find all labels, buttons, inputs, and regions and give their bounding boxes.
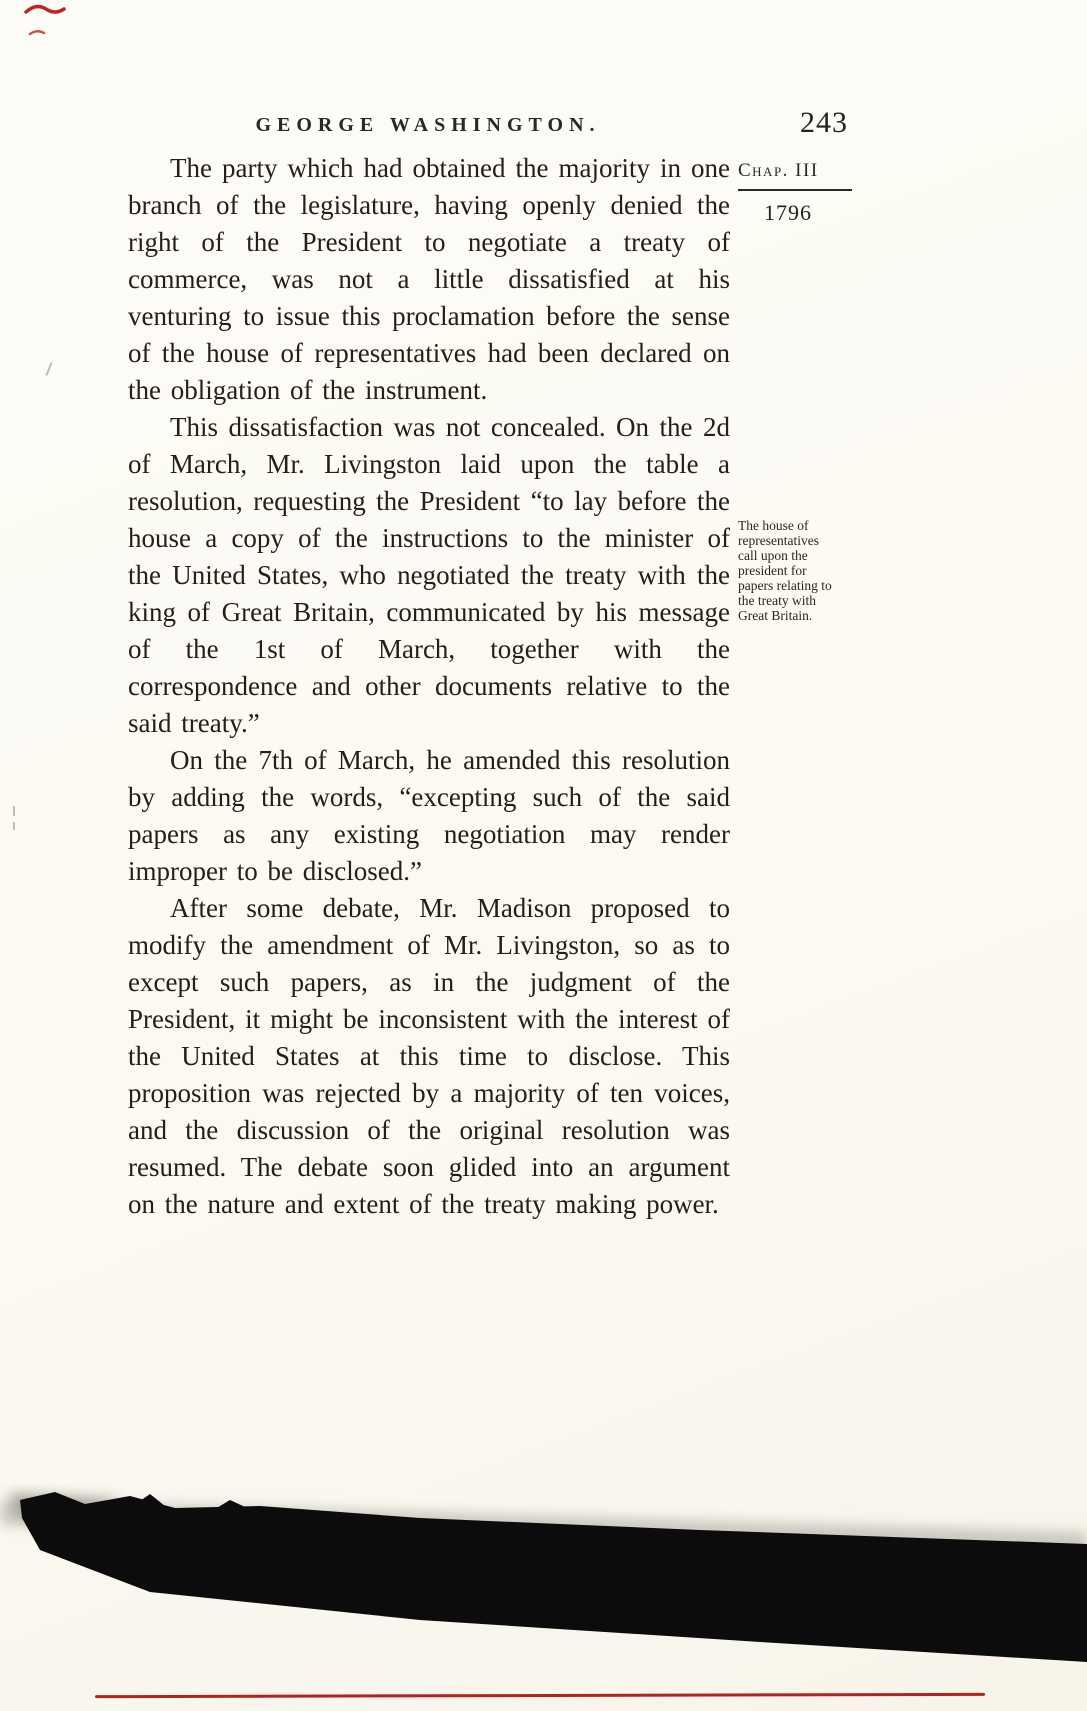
body-text (128, 150, 730, 1223)
page-number: 243 (800, 106, 848, 139)
paragraph: The party which had obtained the majority in one branch of the legislature, having openly denied the right of the President to negotiate a treaty of commerce, was not a little dissatisfied at his venturing to issue this proclamation before the sense of the house of representatives had been declared on the obligation of the instrument. (128, 153, 730, 405)
running-header: GEORGE WASHINGTON. (255, 114, 601, 136)
paragraph: On the 7th of March, he amended this resolution by adding the words, “excepting such of the said papers as any existing negotiation may render improper to be disclosed.” (128, 745, 730, 886)
torn-page-artifact (0, 1470, 1087, 1711)
margin-notes (738, 160, 858, 623)
margin-year: 1796 (764, 200, 812, 225)
red-ink-line (95, 1693, 985, 1698)
scan-mark (13, 806, 15, 816)
paragraph: This dissatisfaction was not concealed. On the 2d of March, Mr. Livingston laid upon the table a resolution, requesting the President “to lay before the house a copy of the instructions to the minister of the United States, who negotiated the treaty with the king of Great Britain, communicated by his message of the 1st of March, together with the correspondence and other documents relative to the said treaty.” (128, 412, 730, 738)
side-note: The house of representatives call upon the president for papers relating to the treaty with Great Britain. (738, 518, 832, 623)
paragraph: After some debate, Mr. Madison proposed to modify the amendment of Mr. Livingston, so as to except such papers, as in the judgment of the President, it might be inconsistent with the interest of the United States at this time to disclose. This proposition was rejected by a majority of ten voices, and the discussion of the original resolution was resumed. The debate soon glided into an argument on the nature and extent of the treaty making power. (128, 893, 730, 1219)
red-pen-mark (0, 0, 120, 60)
scan-mark (45, 362, 52, 376)
scan-mark (13, 822, 15, 830)
margin-rule (738, 189, 852, 191)
chapter-heading: Chap. III (738, 160, 819, 181)
